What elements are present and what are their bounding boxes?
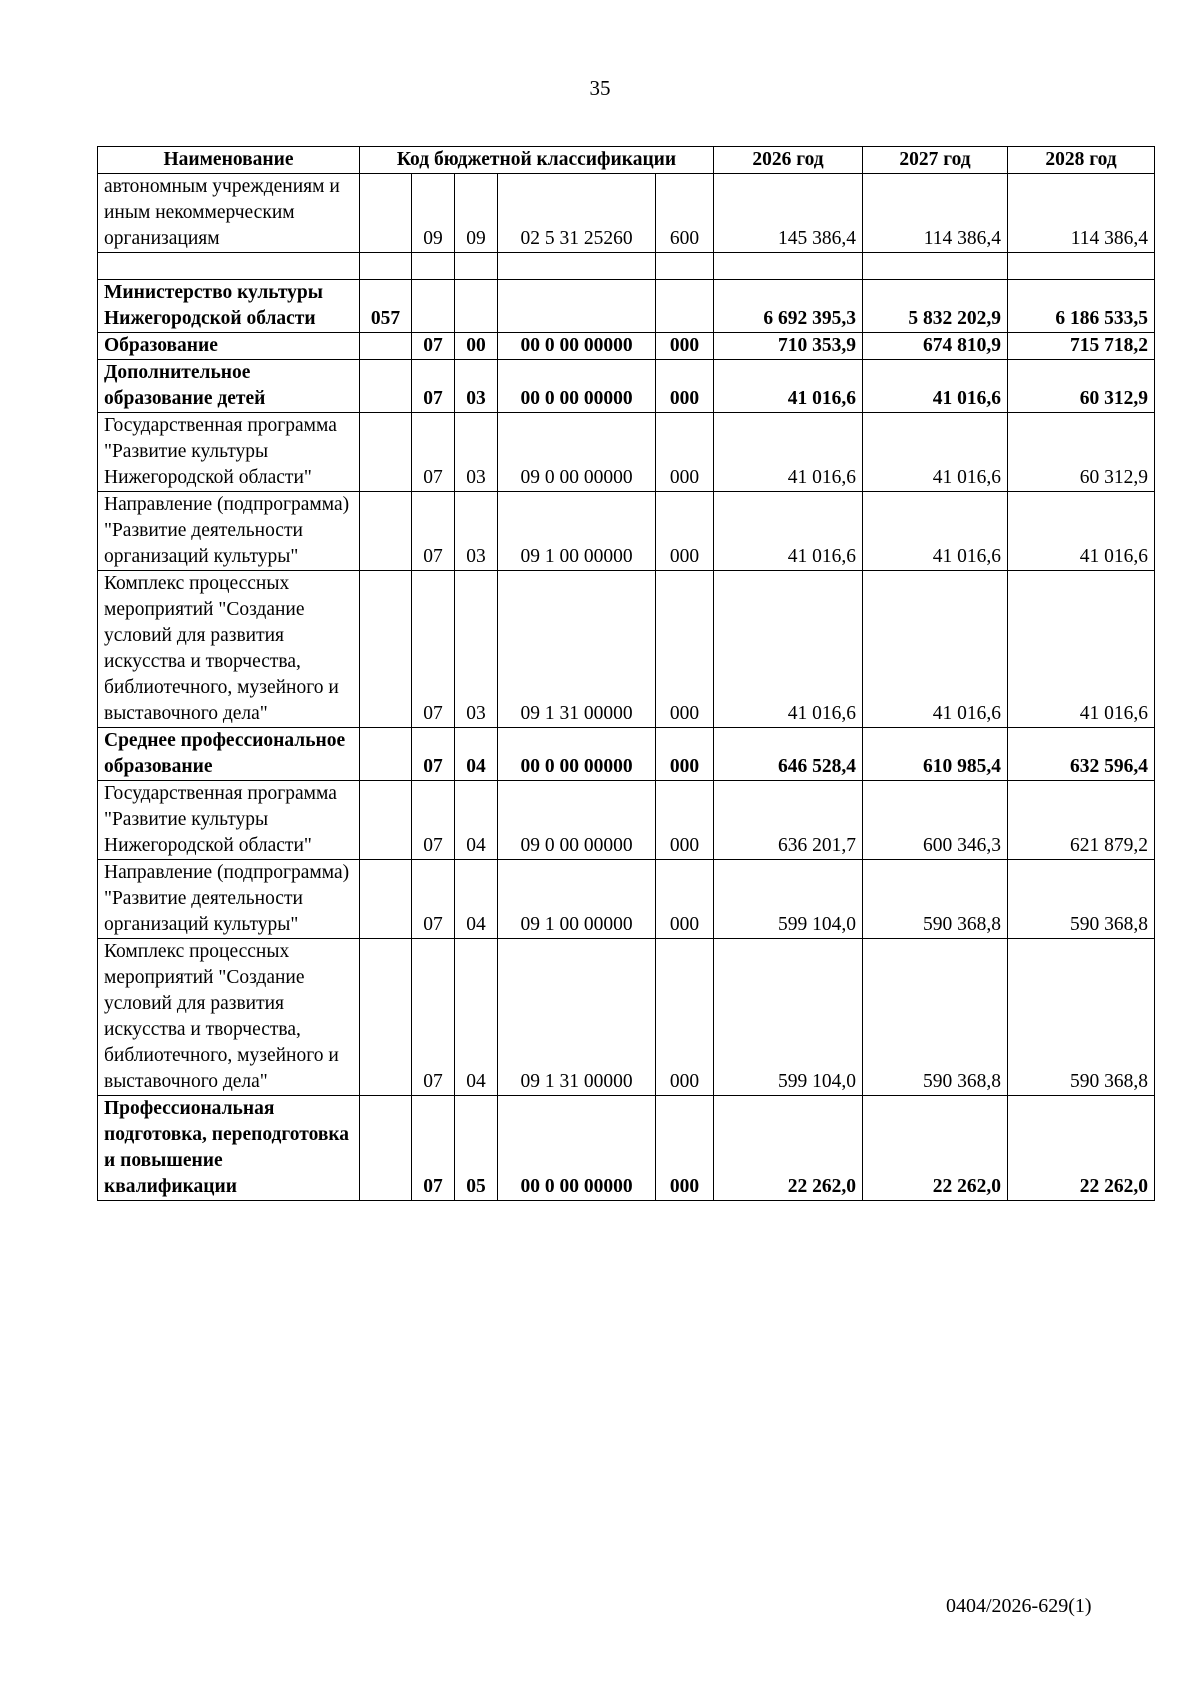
target-article-code <box>498 253 656 280</box>
expense-type-code: 600 <box>656 174 714 253</box>
ministry-code <box>360 174 412 253</box>
row-name: автономным учреждениям и иным некоммерческим организациям <box>98 174 360 253</box>
ministry-code: 057 <box>360 280 412 333</box>
header-code: Код бюджетной классификации <box>360 147 714 174</box>
subsection-code: 05 <box>455 1096 498 1201</box>
section-code <box>412 253 455 280</box>
value-2028: 632 596,4 <box>1008 728 1155 781</box>
expense-type-code: 000 <box>656 333 714 360</box>
value-2028: 22 262,0 <box>1008 1096 1155 1201</box>
expense-type-code: 000 <box>656 728 714 781</box>
value-2027: 41 016,6 <box>863 492 1008 571</box>
value-2026: 646 528,4 <box>714 728 863 781</box>
row-name <box>98 253 360 280</box>
value-2028: 590 368,8 <box>1008 939 1155 1096</box>
ministry-code <box>360 492 412 571</box>
row-name: Комплекс процессных мероприятий "Создание условий для развития искусства и творчества, библиотечного, музейного и выставочного дела" <box>98 571 360 728</box>
section-code: 07 <box>412 728 455 781</box>
value-2027: 600 346,3 <box>863 781 1008 860</box>
table-row <box>98 728 1155 781</box>
section-code: 07 <box>412 333 455 360</box>
subsection-code <box>455 280 498 333</box>
value-2028: 715 718,2 <box>1008 333 1155 360</box>
ministry-code <box>360 781 412 860</box>
ministry-code <box>360 939 412 1096</box>
value-2028: 621 879,2 <box>1008 781 1155 860</box>
target-article-code: 00 0 00 00000 <box>498 333 656 360</box>
value-2027: 610 985,4 <box>863 728 1008 781</box>
expense-type-code: 000 <box>656 1096 714 1201</box>
header-2027: 2027 год <box>863 147 1008 174</box>
subsection-code: 09 <box>455 174 498 253</box>
value-2028: 60 312,9 <box>1008 360 1155 413</box>
row-name: Государственная программа "Развитие культуры Нижегородской области" <box>98 781 360 860</box>
subsection-code <box>455 253 498 280</box>
target-article-code: 09 1 00 00000 <box>498 860 656 939</box>
ministry-code <box>360 413 412 492</box>
section-code: 07 <box>412 413 455 492</box>
header-2028: 2028 год <box>1008 147 1155 174</box>
section-code <box>412 280 455 333</box>
section-code: 07 <box>412 492 455 571</box>
table-row <box>98 253 1155 280</box>
expense-type-code: 000 <box>656 860 714 939</box>
value-2026: 710 353,9 <box>714 333 863 360</box>
target-article-code: 00 0 00 00000 <box>498 728 656 781</box>
page-number: 35 <box>589 76 611 100</box>
target-article-code: 09 1 00 00000 <box>498 492 656 571</box>
target-article-code <box>498 280 656 333</box>
expense-type-code <box>656 280 714 333</box>
ministry-code <box>360 253 412 280</box>
value-2027: 674 810,9 <box>863 333 1008 360</box>
value-2027: 41 016,6 <box>863 571 1008 728</box>
value-2027: 114 386,4 <box>863 174 1008 253</box>
subsection-code: 03 <box>455 360 498 413</box>
value-2027: 41 016,6 <box>863 413 1008 492</box>
value-2026: 636 201,7 <box>714 781 863 860</box>
table-row <box>98 939 1155 1096</box>
row-name: Образование <box>98 333 360 360</box>
section-code: 07 <box>412 360 455 413</box>
document-code: 0404/2026-629(1) <box>946 1595 1092 1617</box>
expense-type-code: 000 <box>656 360 714 413</box>
value-2028: 6 186 533,5 <box>1008 280 1155 333</box>
table-row <box>98 360 1155 413</box>
header-2026: 2026 год <box>714 147 863 174</box>
table-row <box>98 174 1155 253</box>
value-2026: 41 016,6 <box>714 492 863 571</box>
row-name: Среднее профессиональное образование <box>98 728 360 781</box>
expense-type-code: 000 <box>656 939 714 1096</box>
target-article-code: 09 0 00 00000 <box>498 781 656 860</box>
section-code: 07 <box>412 571 455 728</box>
target-article-code: 09 1 31 00000 <box>498 939 656 1096</box>
section-code: 07 <box>412 1096 455 1201</box>
value-2026: 41 016,6 <box>714 413 863 492</box>
table-row <box>98 860 1155 939</box>
ministry-code <box>360 1096 412 1201</box>
expense-type-code <box>656 253 714 280</box>
target-article-code: 02 5 31 25260 <box>498 174 656 253</box>
value-2026: 41 016,6 <box>714 571 863 728</box>
ministry-code <box>360 728 412 781</box>
row-name: Направление (подпрограмма) "Развитие деятельности организаций культуры" <box>98 492 360 571</box>
section-code: 07 <box>412 939 455 1096</box>
section-code: 07 <box>412 781 455 860</box>
value-2028: 114 386,4 <box>1008 174 1155 253</box>
value-2027: 590 368,8 <box>863 939 1008 1096</box>
value-2026: 599 104,0 <box>714 939 863 1096</box>
section-code: 09 <box>412 174 455 253</box>
value-2027: 590 368,8 <box>863 860 1008 939</box>
value-2026 <box>714 253 863 280</box>
table-row <box>98 1096 1155 1201</box>
value-2026: 599 104,0 <box>714 860 863 939</box>
expense-type-code: 000 <box>656 781 714 860</box>
table-row <box>98 492 1155 571</box>
table-row <box>98 571 1155 728</box>
value-2028: 60 312,9 <box>1008 413 1155 492</box>
row-name: Профессиональная подготовка, переподготовка и повышение квалификации <box>98 1096 360 1201</box>
target-article-code: 00 0 00 00000 <box>498 360 656 413</box>
subsection-code: 03 <box>455 413 498 492</box>
ministry-code <box>360 333 412 360</box>
row-name: Направление (подпрограмма) "Развитие деятельности организаций культуры" <box>98 860 360 939</box>
subsection-code: 03 <box>455 571 498 728</box>
value-2028: 41 016,6 <box>1008 571 1155 728</box>
subsection-code: 04 <box>455 860 498 939</box>
target-article-code: 09 0 00 00000 <box>498 413 656 492</box>
value-2027: 22 262,0 <box>863 1096 1008 1201</box>
row-name: Государственная программа "Развитие культуры Нижегородской области" <box>98 413 360 492</box>
target-article-code: 00 0 00 00000 <box>498 1096 656 1201</box>
value-2026: 6 692 395,3 <box>714 280 863 333</box>
budget-table <box>97 146 1155 1201</box>
row-name: Дополнительное образование детей <box>98 360 360 413</box>
value-2027: 41 016,6 <box>863 360 1008 413</box>
row-name: Министерство культуры Нижегородской области <box>98 280 360 333</box>
expense-type-code: 000 <box>656 413 714 492</box>
value-2028: 590 368,8 <box>1008 860 1155 939</box>
value-2027: 5 832 202,9 <box>863 280 1008 333</box>
ministry-code <box>360 360 412 413</box>
ministry-code <box>360 571 412 728</box>
value-2026: 41 016,6 <box>714 360 863 413</box>
row-name: Комплекс процессных мероприятий "Создание условий для развития искусства и творчества, библиотечного, музейного и выставочного дела" <box>98 939 360 1096</box>
ministry-code <box>360 860 412 939</box>
subsection-code: 04 <box>455 728 498 781</box>
subsection-code: 04 <box>455 781 498 860</box>
subsection-code: 00 <box>455 333 498 360</box>
expense-type-code: 000 <box>656 571 714 728</box>
table-row <box>98 280 1155 333</box>
table-row <box>98 333 1155 360</box>
target-article-code: 09 1 31 00000 <box>498 571 656 728</box>
value-2026: 145 386,4 <box>714 174 863 253</box>
subsection-code: 04 <box>455 939 498 1096</box>
header-name: Наименование <box>98 147 360 174</box>
value-2028: 41 016,6 <box>1008 492 1155 571</box>
subsection-code: 03 <box>455 492 498 571</box>
section-code: 07 <box>412 860 455 939</box>
table-row <box>98 413 1155 492</box>
value-2026: 22 262,0 <box>714 1096 863 1201</box>
header-row <box>98 147 1155 174</box>
table-body <box>98 174 1155 1201</box>
value-2028 <box>1008 253 1155 280</box>
table-row <box>98 781 1155 860</box>
expense-type-code: 000 <box>656 492 714 571</box>
value-2027 <box>863 253 1008 280</box>
